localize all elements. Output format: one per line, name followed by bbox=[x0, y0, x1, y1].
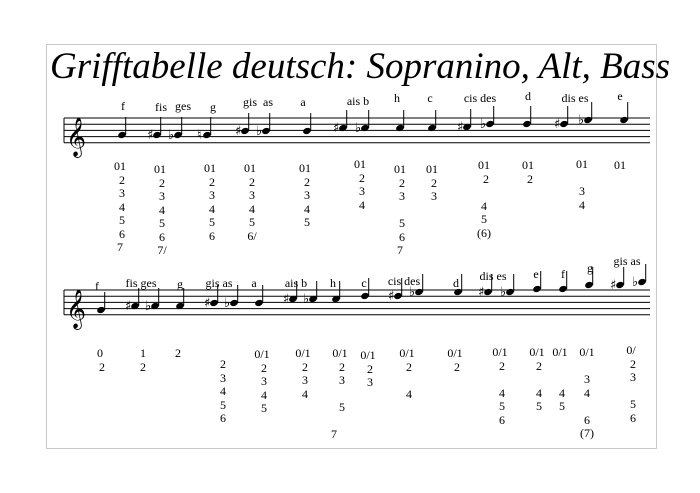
fingering-hole: 7 bbox=[331, 427, 337, 441]
fingering-hole: 3 bbox=[220, 370, 226, 385]
sharp-icon: ♯ bbox=[333, 121, 340, 136]
fingering-hole: 5 bbox=[339, 400, 345, 414]
fingering-hole: 0/1 bbox=[399, 346, 415, 360]
fingering-hole: 5 bbox=[536, 399, 542, 413]
fingering-hole: 0/1 bbox=[492, 345, 508, 359]
fingering-hole: 2 bbox=[249, 174, 255, 189]
fingering-hole: 4 bbox=[584, 385, 590, 400]
fingering-hole: 5 bbox=[249, 215, 255, 229]
note-name-label: e bbox=[533, 267, 539, 281]
fingering-hole: 3 bbox=[579, 184, 585, 198]
note-name-label: c bbox=[427, 91, 433, 105]
fingering-hole: 2 bbox=[304, 174, 310, 189]
flat-icon: ♭ bbox=[409, 285, 416, 300]
note-name-label: ais b bbox=[284, 276, 308, 290]
page-title: Grifftabelle deutsch: Sopranino, Alt, Bass bbox=[50, 46, 671, 87]
fingering-hole: 3 bbox=[209, 188, 215, 202]
sharp-icon: ♯ bbox=[457, 120, 464, 135]
note-name-label: d bbox=[525, 89, 531, 103]
flat-icon: ♭ bbox=[168, 128, 175, 143]
note-name-label: e bbox=[617, 89, 623, 103]
fingering-hole: 6 bbox=[399, 229, 405, 244]
fingering-hole: 4 bbox=[304, 201, 310, 216]
fingering-hole: 2 bbox=[431, 175, 437, 190]
fingering-hole: 01 bbox=[154, 162, 166, 176]
fingering-hole: 2 bbox=[399, 175, 405, 190]
flat-icon: ♭ bbox=[303, 292, 310, 307]
flat-icon: ♭ bbox=[224, 296, 231, 311]
note-name-label: c bbox=[361, 276, 367, 290]
fingering-hole: 7/ bbox=[157, 243, 167, 257]
fingering-hole: 2 bbox=[536, 358, 542, 373]
fingering-hole: 2 bbox=[140, 359, 146, 374]
fingering-hole: 7 bbox=[397, 243, 403, 257]
sharp-icon: ♯ bbox=[204, 296, 211, 311]
sharp-icon: ♯ bbox=[554, 117, 561, 132]
fingering-hole: 2 bbox=[499, 358, 505, 373]
fingering-hole: 2 bbox=[630, 356, 636, 371]
fingering-hole: 6 bbox=[159, 229, 165, 244]
note-name-label: fis bbox=[155, 100, 167, 114]
fingering-hole: 4 bbox=[159, 202, 165, 217]
fingering-hole: 01 bbox=[576, 157, 588, 171]
fingering-hole: 0/1 bbox=[295, 346, 311, 360]
note-name-label: cis des bbox=[463, 91, 497, 105]
fingering-hole: 4 bbox=[481, 198, 487, 213]
fingering-hole: 5 bbox=[399, 216, 405, 230]
fingering-hole: 6 bbox=[584, 412, 590, 427]
note-name-label: fis ges bbox=[125, 276, 157, 290]
fingering-hole: 2 bbox=[175, 346, 181, 360]
fingering-hole: 0/1 bbox=[552, 345, 568, 359]
note-name-label: g bbox=[210, 100, 216, 114]
fingering-hole: 2 bbox=[339, 359, 345, 374]
fingering-hole: 4 bbox=[579, 197, 585, 212]
note-name-label: gis as bbox=[205, 276, 233, 290]
fingering-hole: 4 bbox=[119, 199, 125, 214]
fingering-hole: 4 bbox=[499, 385, 505, 400]
fingering-hole: 5 bbox=[304, 215, 310, 229]
fingering-hole: 3 bbox=[119, 186, 125, 200]
fingering-hole: 4 bbox=[406, 386, 412, 401]
fingering-hole: 3 bbox=[359, 184, 365, 198]
note-name-label: cis des bbox=[387, 274, 421, 288]
fingering-hole: 3 bbox=[630, 370, 636, 384]
fingering-hole: 1 bbox=[140, 346, 146, 360]
fingering-hole: 4 bbox=[261, 387, 267, 402]
flat-icon: ♭ bbox=[145, 299, 152, 314]
fingering-hole: 5 bbox=[159, 216, 165, 230]
sharp-icon: ♯ bbox=[283, 292, 290, 307]
fingering-hole: 01 bbox=[204, 161, 216, 175]
fingering-hole: 2 bbox=[209, 174, 215, 189]
flat-icon: ♭ bbox=[632, 275, 639, 290]
note-name-label: h bbox=[394, 91, 400, 105]
fingering-hole: 01 bbox=[478, 158, 490, 172]
note-name-label: ges bbox=[175, 99, 191, 113]
fingering-hole: 3 bbox=[584, 372, 590, 386]
fingering-hole: 6 bbox=[119, 226, 125, 241]
treble-clef-icon: 𝄞 bbox=[66, 116, 87, 157]
fingering-hole: 2 bbox=[119, 172, 125, 187]
fingering-hole: 01 bbox=[614, 158, 626, 172]
fingering-hole: 4 bbox=[536, 385, 542, 400]
note-name-label: h bbox=[330, 276, 336, 290]
fingering-hole: 0 bbox=[97, 346, 103, 360]
note-name-label: f bbox=[561, 267, 565, 281]
flat-icon: ♭ bbox=[578, 113, 585, 128]
fingering-hole: 2 bbox=[359, 170, 365, 185]
fingering-hole: 5 bbox=[499, 399, 505, 413]
fingering-hole: 5 bbox=[481, 212, 487, 226]
fingering-hole: 2 bbox=[367, 361, 373, 376]
note-name-label: gis bbox=[242, 95, 258, 109]
fingering-hole: 3 bbox=[249, 188, 255, 202]
flat-icon: ♭ bbox=[256, 124, 263, 139]
sharp-icon: ♯ bbox=[235, 124, 242, 139]
fingering-hole: 5 bbox=[559, 399, 565, 413]
fingering-hole: 01 bbox=[522, 158, 534, 172]
note-name-label: dis es bbox=[561, 91, 589, 105]
fingering-hole: 01 bbox=[299, 161, 311, 175]
fingering-hole: 2 bbox=[406, 359, 412, 374]
fingering-hole: 3 bbox=[302, 373, 308, 387]
fingering-hole: 5 bbox=[209, 215, 215, 229]
fingering-hole: 0/ bbox=[626, 343, 636, 357]
fingering-hole: 2 bbox=[99, 359, 105, 374]
fingering-hole: 01 bbox=[426, 162, 438, 176]
fingering-hole: 01 bbox=[354, 157, 366, 171]
note-name-label: a bbox=[300, 95, 306, 109]
fingering-hole: 4 bbox=[559, 385, 565, 400]
note-name-label: dis es bbox=[479, 269, 507, 283]
fingering-hole: 2 bbox=[261, 360, 267, 375]
fingering-hole: 0/1 bbox=[579, 345, 595, 359]
fingering-hole: (7) bbox=[580, 426, 594, 440]
fingering-hole: 7 bbox=[117, 240, 123, 254]
fingering-hole: 6 bbox=[499, 412, 505, 427]
fingering-hole: 6 bbox=[209, 228, 215, 243]
flat-icon: ♭ bbox=[480, 117, 487, 132]
note-name-label: g bbox=[177, 277, 183, 291]
sharp-icon: ♯ bbox=[478, 285, 485, 300]
note-name-label: ais b bbox=[346, 94, 370, 108]
sharp-icon: ♯ bbox=[125, 299, 132, 314]
fingering-hole: 2 bbox=[454, 359, 460, 374]
fingering-hole: 0/1 bbox=[254, 347, 270, 361]
fingering-hole: 01 bbox=[244, 161, 256, 175]
fingering-hole: 3 bbox=[339, 373, 345, 387]
note-name-label: as bbox=[263, 95, 273, 109]
fingering-hole: 4 bbox=[209, 201, 215, 216]
note-name-label: g bbox=[587, 261, 593, 275]
fingering-hole: 6/ bbox=[247, 228, 257, 243]
sharp-icon: ♯ bbox=[388, 289, 395, 304]
fingering-hole: 0/1 bbox=[360, 348, 376, 362]
sharp-icon: ♯ bbox=[610, 278, 617, 293]
fingering-hole: 6 bbox=[220, 411, 226, 425]
fingering-hole: 4 bbox=[220, 384, 226, 398]
fingering-hole: 0/1 bbox=[529, 345, 545, 359]
fingering-hole: 01 bbox=[394, 162, 406, 176]
fingering-hole: 0/1 bbox=[332, 346, 348, 360]
fingering-hole: 5 bbox=[119, 213, 125, 227]
note-name-label: a bbox=[251, 276, 257, 290]
note-name-label: f bbox=[95, 279, 99, 293]
natural-icon: ♮ bbox=[197, 128, 202, 143]
flat-icon: ♭ bbox=[355, 121, 362, 136]
flat-icon: ♭ bbox=[500, 285, 507, 300]
fingering-hole: 2 bbox=[302, 359, 308, 374]
fingering-hole: 4 bbox=[359, 197, 365, 212]
fingering-hole: 3 bbox=[367, 375, 373, 389]
fingering-hole: 5 bbox=[261, 401, 267, 415]
fingering-hole: 5 bbox=[220, 397, 226, 412]
fingering-hole: 2 bbox=[527, 171, 533, 186]
fingering-hole: 0/1 bbox=[447, 346, 463, 360]
fingering-hole: 01 bbox=[114, 159, 126, 173]
fingering-hole: 6 bbox=[630, 410, 636, 425]
fingering-hole: 2 bbox=[483, 171, 489, 186]
fingering-hole: 3 bbox=[261, 374, 267, 388]
fingering-hole: 4 bbox=[302, 386, 308, 401]
fingering-hole: 5 bbox=[630, 397, 636, 411]
fingering-hole: 2 bbox=[159, 175, 165, 190]
fingering-hole: 4 bbox=[249, 201, 255, 216]
fingering-hole: 2 bbox=[220, 357, 226, 371]
note-name-label: d bbox=[453, 276, 459, 290]
fingering-hole: (6) bbox=[477, 225, 491, 240]
treble-clef-icon: 𝄞 bbox=[66, 288, 87, 329]
fingering-hole: 3 bbox=[159, 189, 165, 203]
fingering-hole: 3 bbox=[304, 188, 310, 202]
fingering-hole: 3 bbox=[431, 189, 437, 203]
sharp-icon: ♯ bbox=[147, 128, 154, 143]
note-name-label: gis as bbox=[613, 254, 641, 268]
fingering-hole: 3 bbox=[399, 189, 405, 203]
note-name-label: f bbox=[121, 99, 125, 113]
